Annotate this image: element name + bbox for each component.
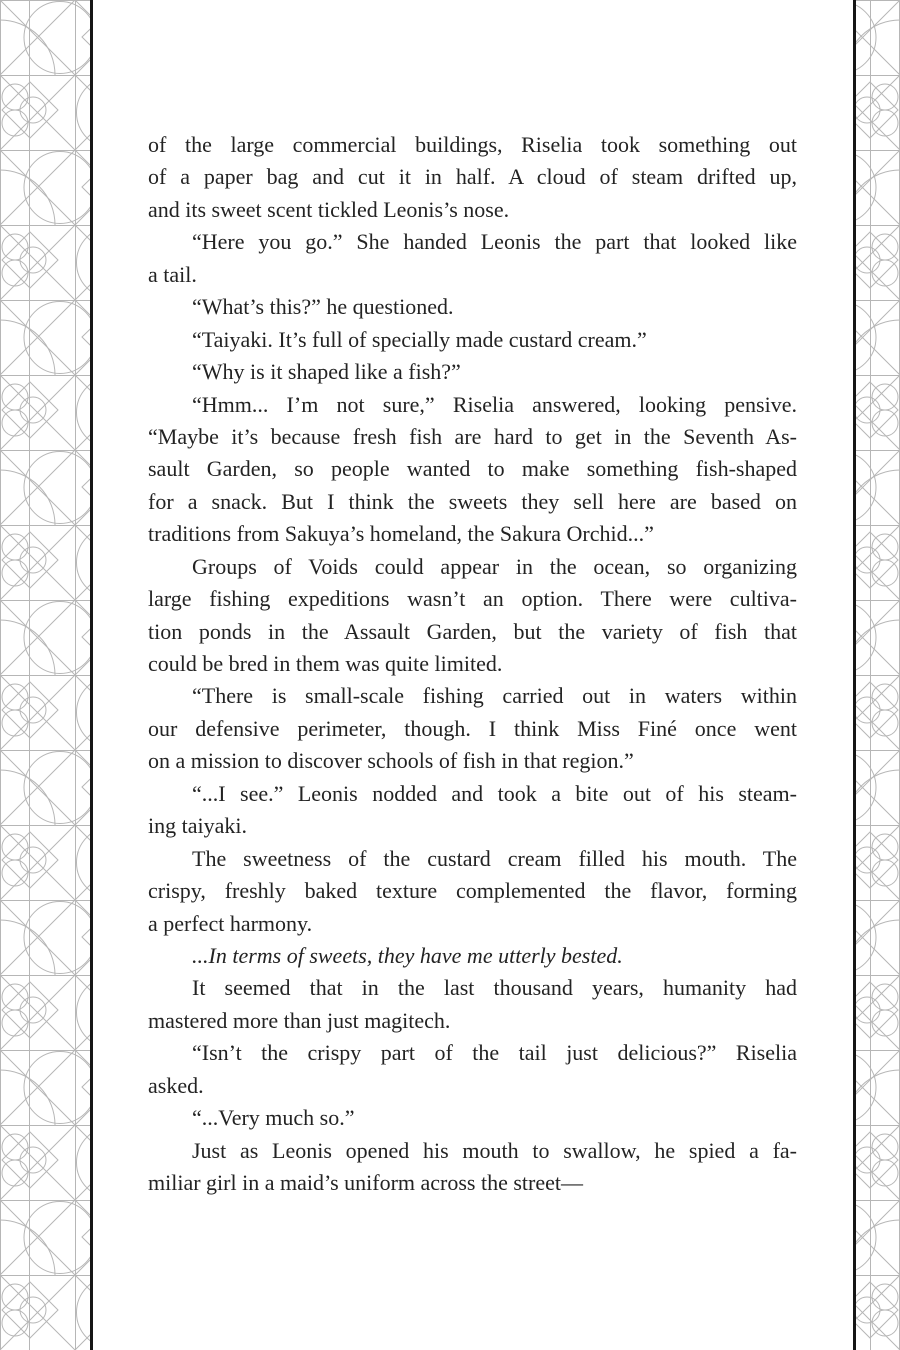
text-line: tion ponds in the Assault Garden, but the variety of fish that xyxy=(148,618,797,644)
text-line: “Here you go.” She handed Leonis the part that looked like xyxy=(192,229,797,255)
left-ornament-border xyxy=(0,0,90,1350)
text-line: ...In terms of sweets, they have me utterly bested. xyxy=(192,942,623,968)
text-line: “What’s this?” he questioned. xyxy=(192,294,454,320)
right-ornament-border xyxy=(856,0,900,1350)
text-line: mastered more than just magitech. xyxy=(148,1007,451,1033)
text-line: large fishing expeditions wasn’t an option. There were cultiva- xyxy=(148,586,797,612)
left-border-rule xyxy=(90,0,93,1350)
page-text xyxy=(148,129,797,1199)
text-line: The sweetness of the custard cream filled his mouth. The xyxy=(192,845,797,871)
text-line: “Maybe it’s because fresh fish are hard to get in the Seventh As- xyxy=(148,423,797,449)
text-line: could be bred in them was quite limited. xyxy=(148,651,503,676)
text-line: Just as Leonis opened his mouth to swallow, he spied a fa- xyxy=(192,1137,797,1163)
text-line: and its sweet scent tickled Leonis’s nose. xyxy=(148,196,510,222)
text-line: Groups of Voids could appear in the ocean, so organizing xyxy=(192,553,797,579)
text-line: of the large commercial buildings, Riselia took something out xyxy=(148,132,797,157)
text-line: “...Very much so.” xyxy=(192,1105,355,1131)
text-line: for a snack. But I think the sweets they sell here are based on xyxy=(148,488,797,514)
text-line: of a paper bag and cut it in half. A cloud of steam drifted up, xyxy=(148,164,797,190)
text-line: “Hmm... I’m not sure,” Riselia answered, looking pensive. xyxy=(192,391,797,417)
text-line: a tail. xyxy=(148,261,197,287)
text-line: It seemed that in the last thousand years, humanity had xyxy=(192,975,797,1001)
text-line: crispy, freshly baked texture complemented the flavor, forming xyxy=(148,878,797,904)
text-line: ing taiyaki. xyxy=(148,813,247,839)
text-line: sault Garden, so people wanted to make something fish-shaped xyxy=(148,456,797,482)
text-line: miliar girl in a maid’s uniform across the street— xyxy=(148,1170,584,1195)
text-line: asked. xyxy=(148,1072,204,1098)
right-border-rule xyxy=(853,0,856,1350)
text-line: “Why is it shaped like a fish?” xyxy=(192,359,461,385)
text-line: “...I see.” Leonis nodded and took a bite out of his steam- xyxy=(192,780,797,806)
text-line: “There is small-scale fishing carried out in waters within xyxy=(192,683,797,709)
text-line: our defensive perimeter, though. I think Miss Finé once went xyxy=(148,715,797,741)
text-line: traditions from Sakuya’s homeland, the Sakura Orchid...” xyxy=(148,521,654,547)
text-line: “Isn’t the crispy part of the tail just delicious?” Riselia xyxy=(192,1040,797,1066)
text-line: “Taiyaki. It’s full of specially made custard cream.” xyxy=(192,326,647,352)
text-line: a perfect harmony. xyxy=(148,910,313,936)
text-line: on a mission to discover schools of fish in that region.” xyxy=(148,748,634,774)
